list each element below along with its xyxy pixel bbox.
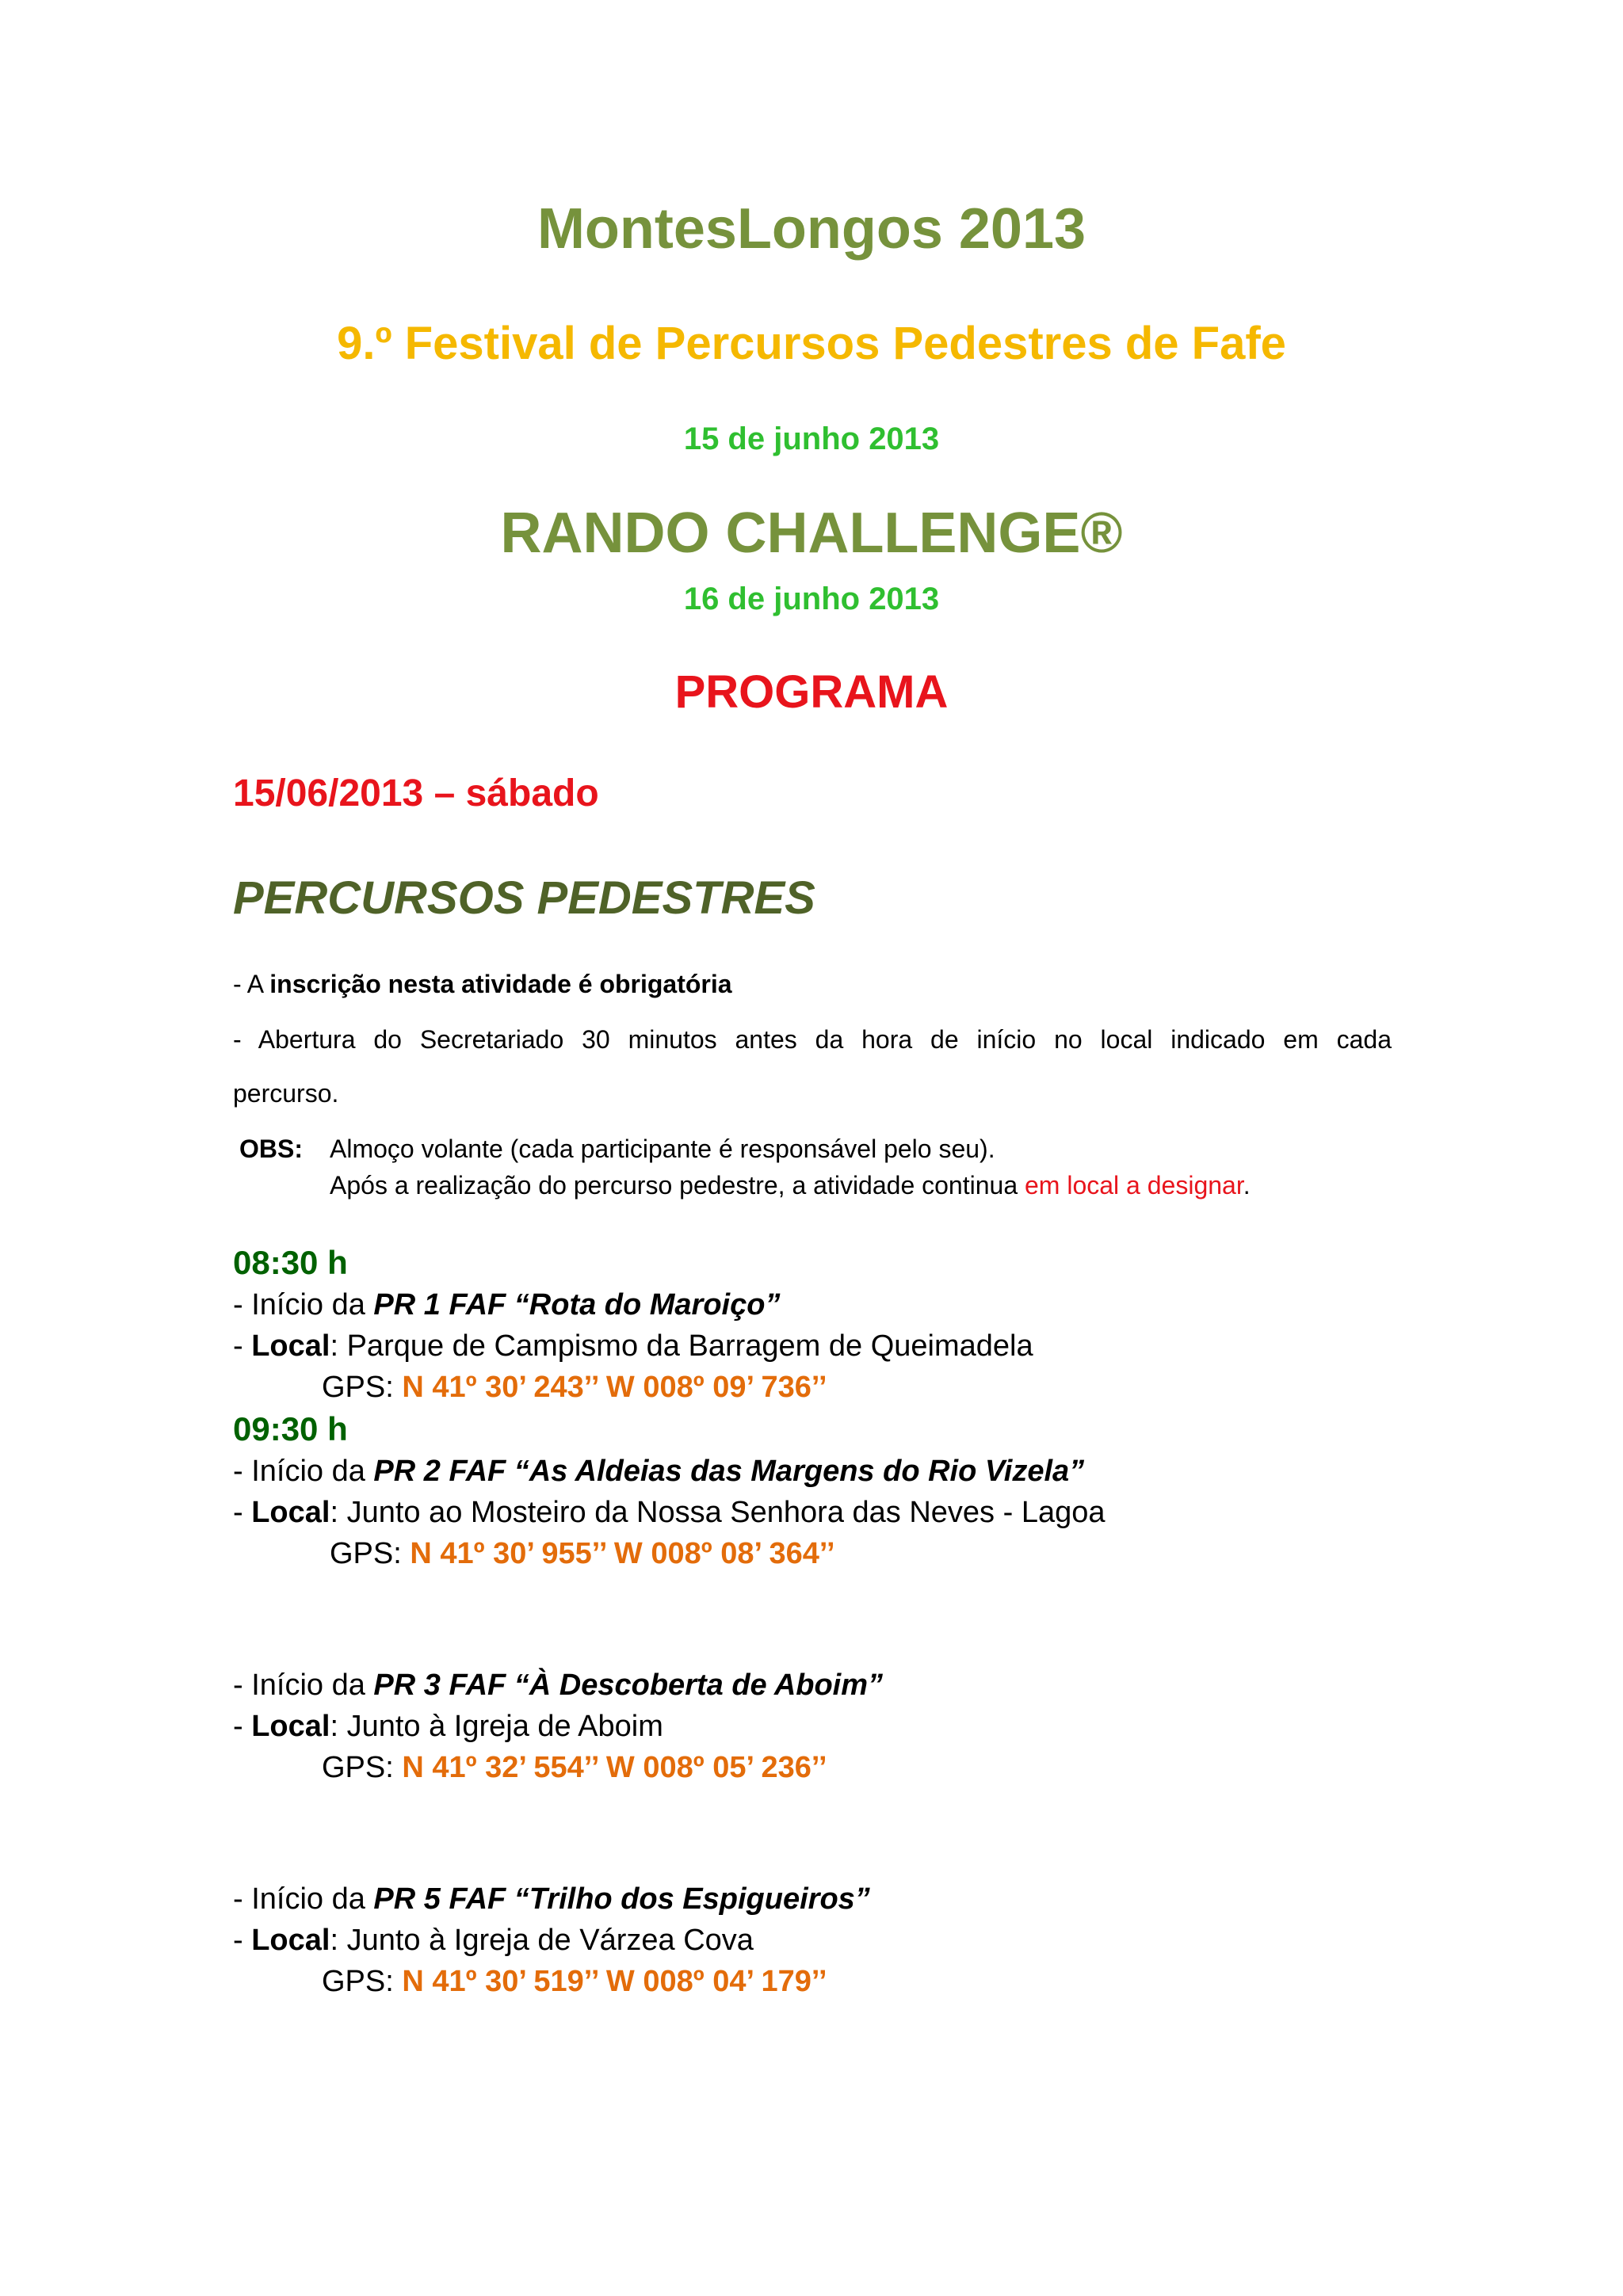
route-1-gps: GPS: N 41º 30’ 243’’ W 008º 09’ 736’’: [322, 1371, 827, 1404]
obs-line-2: Após a realização do percurso pedestre, a atividade continua em local a designar.: [330, 1171, 1251, 1199]
date-first: 15 de junho 2013: [683, 421, 940, 456]
day-heading: 15/06/2013 – sábado: [233, 772, 599, 814]
obs-line-1: Almoço volante (cada participante é responsável pelo seu).: [330, 1135, 995, 1163]
route-2-start: - Início da PR 2 FAF “As Aldeias das Margens do Rio Vizela”: [233, 1455, 1085, 1488]
date-second: 16 de junho 2013: [683, 582, 940, 616]
note-secretariat-cont: percurso.: [233, 1079, 339, 1108]
route-1-time: 08:30 h: [233, 1244, 348, 1281]
rando-title: RANDO CHALLENGE®: [500, 502, 1123, 565]
route-2-local: - Local: Junto ao Mosteiro da Nossa Senhora das Neves - Lagoa: [233, 1496, 1106, 1529]
route-1-start: - Início da PR 1 FAF “Rota do Maroiço”: [233, 1288, 781, 1322]
route-3-local: - Local: Junto à Igreja de Aboim: [233, 1710, 663, 1743]
route-4-gps: GPS: N 41º 30’ 519’’ W 008º 04’ 179’’: [322, 1965, 827, 1998]
route-2-time: 09:30 h: [233, 1410, 348, 1447]
route-1-local: - Local: Parque de Campismo da Barragem de Queimadela: [233, 1329, 1033, 1363]
programa-heading: PROGRAMA: [674, 666, 949, 718]
route-3-gps: GPS: N 41º 32’ 554’’ W 008º 05’ 236’’: [322, 1751, 827, 1784]
route-4-start: - Início da PR 5 FAF “Trilho dos Espigueiros”: [233, 1882, 870, 1916]
festival-subtitle: 9.º Festival de Percursos Pedestres de Fafe: [337, 318, 1286, 369]
route-4-local: - Local: Junto à Igreja de Várzea Cova: [233, 1924, 754, 1957]
note-secretariat: - Abertura do Secretariado 30 minutos antes da hora de início no local indicado em cada: [233, 1025, 1392, 1054]
section-heading: PERCURSOS PEDESTRES: [233, 872, 815, 924]
page-title: MontesLongos 2013: [537, 197, 1086, 261]
obs-label: OBS:: [239, 1135, 303, 1163]
route-2-gps: GPS: N 41º 30’ 955’’ W 008º 08’ 364’’: [330, 1537, 835, 1570]
note-registration: - A inscrição nesta atividade é obrigatória: [233, 970, 732, 998]
route-3-start: - Início da PR 3 FAF “À Descoberta de Aboim”: [233, 1669, 884, 1702]
